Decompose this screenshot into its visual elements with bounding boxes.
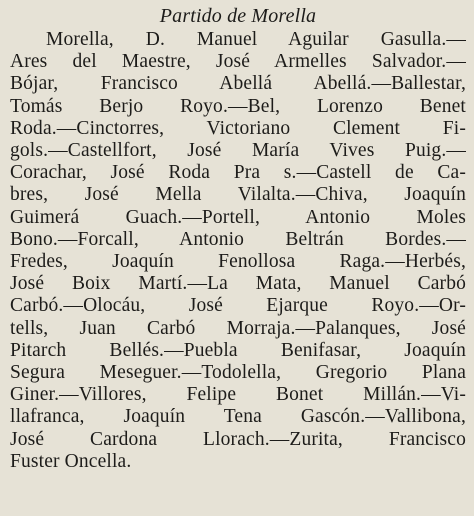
text-line: Morella, D. Manuel Aguilar Gasulla.— [46, 29, 466, 50]
text-line: Guimerá Guach.—Portell, Antonio Moles [10, 206, 466, 228]
text-line: bres, José Mella Vilalta.—Chiva, Joaquín [10, 184, 466, 206]
text-line: Corachar, José Roda Pra s.—Castell de Ca- [10, 162, 466, 184]
text-line: Roda.—Cinctorres, Victoriano Clement Fi- [10, 117, 466, 139]
text-line: Bono.—Forcall, Antonio Beltrán Bordes.— [10, 228, 466, 250]
text-line: Carbó.—Olocáu, José Ejarque Royo.—Or- [10, 295, 466, 317]
text-line: tells, Juan Carbó Morraja.—Palanques, José [10, 317, 466, 339]
text-line: Ares del Maestre, José Armelles Salvador.— [10, 51, 466, 73]
text-line: Segura Meseguer.—Todolella, Gregorio Plana [10, 362, 466, 384]
text-line: Pitarch Bellés.—Puebla Benifasar, Joaquín [10, 339, 466, 361]
text-line: Fredes, Joaquín Fenollosa Raga.—Herbés, [10, 251, 466, 273]
text-line: José Boix Martí.—La Mata, Manuel Carbó [10, 273, 466, 295]
document-body [10, 29, 466, 473]
text-line: Bójar, Francisco Abellá Abellá.—Ballestar, [10, 73, 466, 95]
text-line: llafranca, Joaquín Tena Gascón.—Vallibona, [10, 406, 466, 428]
text-line: José Cardona Llorach.—Zurita, Francisco [10, 428, 466, 450]
text-line: gols.—Castellfort, José María Vives Puig.— [10, 140, 466, 162]
text-line: Fuster Oncella. [10, 450, 132, 472]
section-title: Partido de Morella [159, 5, 317, 27]
text-line: Giner.—Villores, Felipe Bonet Millán.—Vi- [10, 384, 466, 406]
text-line: Tomás Berjo Royo.—Bel, Lorenzo Benet [10, 95, 466, 117]
